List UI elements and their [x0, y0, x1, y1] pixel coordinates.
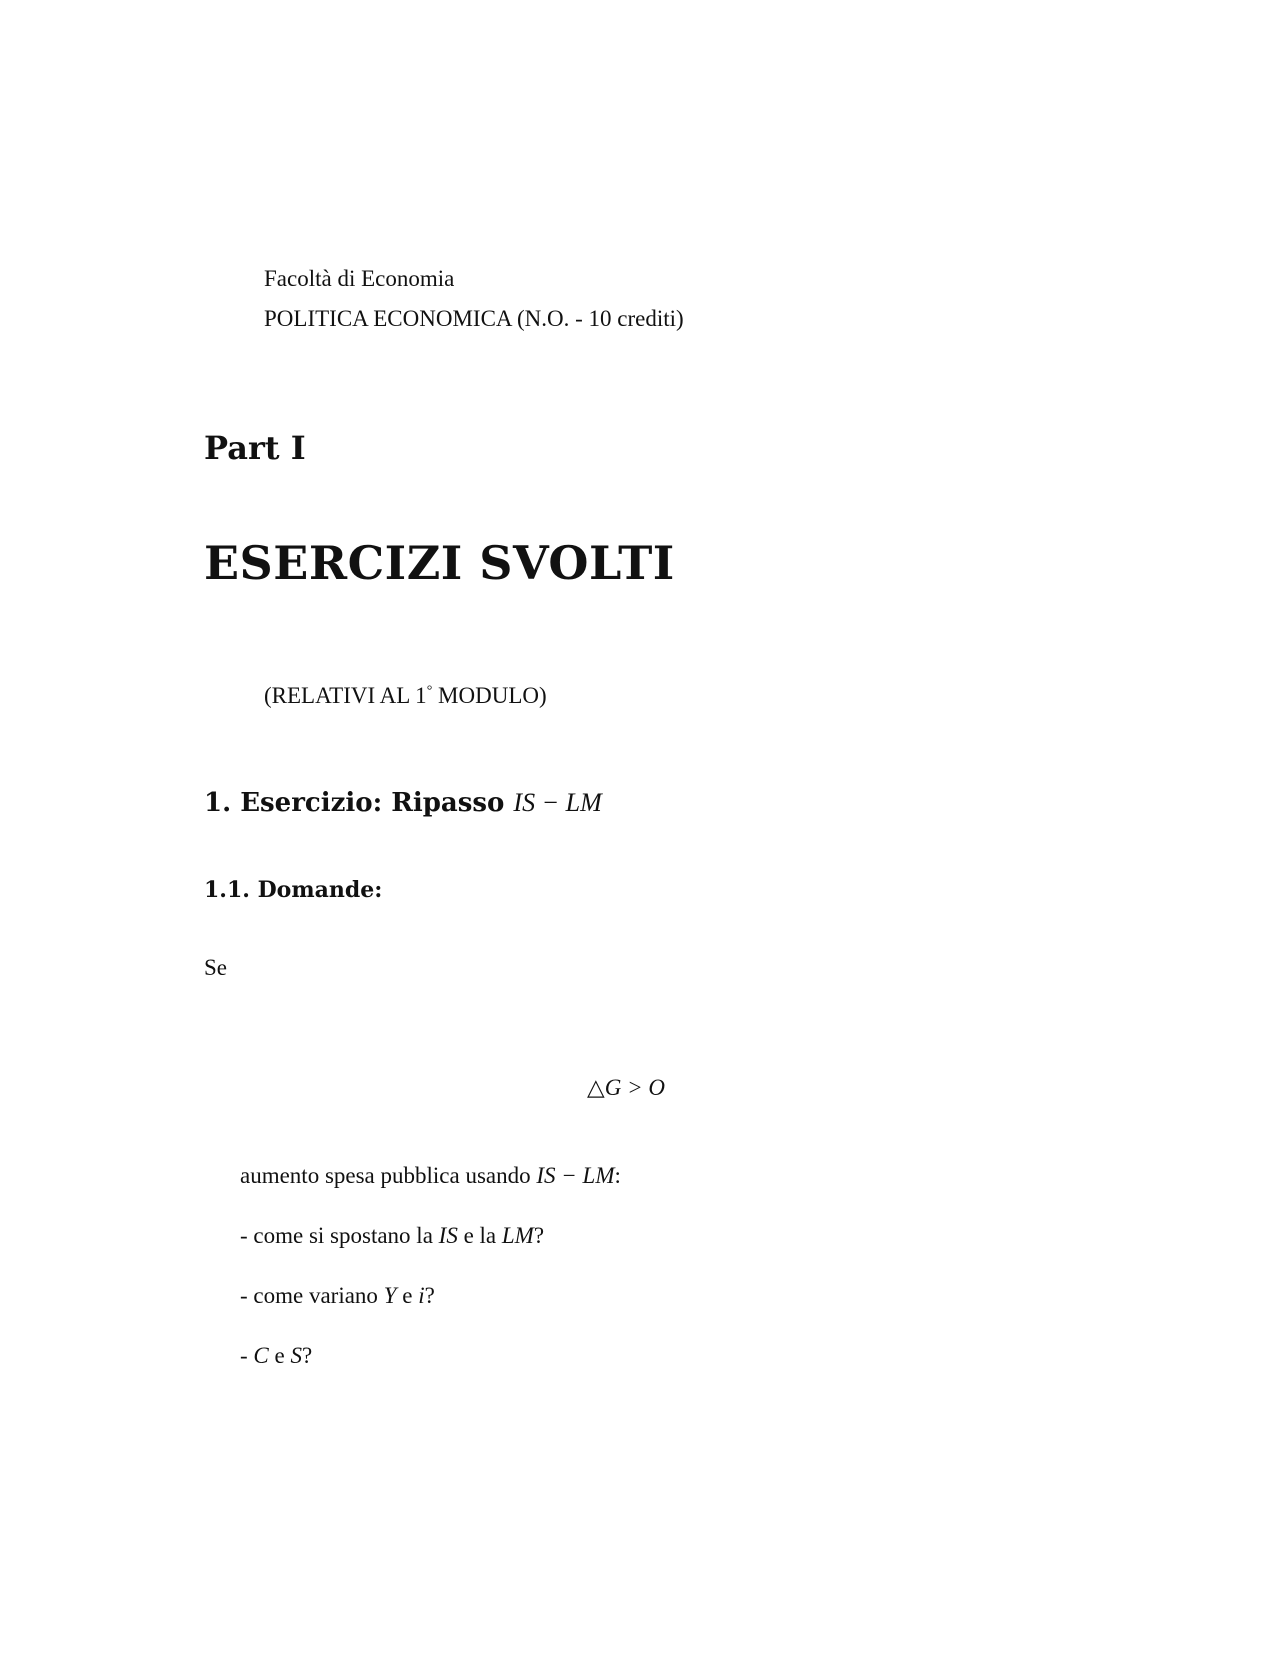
equation-expression: G > O: [604, 1075, 665, 1100]
course-line: POLITICA ECONOMICA (N.O. - 10 crediti): [264, 306, 684, 331]
section-heading: [204, 786, 602, 820]
main-title: ESERCIZI SVOLTI: [204, 536, 675, 590]
question-4-part-c: ?: [301, 1343, 313, 1368]
part-label: Part I: [204, 429, 306, 467]
question-4-math-1: C: [253, 1343, 269, 1368]
module-note: [264, 682, 547, 710]
degree-sign: °: [426, 683, 433, 699]
question-1-end: :: [614, 1163, 621, 1188]
question-1-text: aumento spesa pubblica usando: [240, 1163, 537, 1188]
question-2-part-b: e la: [457, 1223, 502, 1248]
question-2-math-1: IS: [438, 1223, 458, 1248]
question-2-part-a: - come si spostano la: [240, 1223, 439, 1248]
question-4-math-2: S: [290, 1343, 302, 1368]
section-heading-math: IS − LM: [513, 788, 602, 817]
module-note-suffix: MODULO): [432, 683, 547, 708]
question-2-math-2: LM: [501, 1223, 534, 1248]
question-4-part-a: -: [240, 1343, 254, 1368]
question-3-part-b: e: [396, 1283, 419, 1308]
question-line-4: [240, 1342, 312, 1370]
question-3-math-1: Y: [383, 1283, 397, 1308]
question-2-part-c: ?: [533, 1223, 545, 1248]
display-equation: [587, 1074, 665, 1102]
section-heading-text: 1. Esercizio: Ripasso: [204, 788, 514, 818]
question-line-3: [240, 1282, 435, 1310]
question-line-1: [240, 1162, 621, 1190]
question-3-part-a: - come variano: [240, 1283, 384, 1308]
module-note-prefix: (RELATIVI AL 1: [264, 683, 427, 708]
faculty-line: Facoltà di Economia: [264, 266, 455, 291]
subsection-heading: 1.1. Domande:: [204, 877, 383, 903]
delta-symbol: △: [587, 1075, 605, 1100]
question-3-part-c: ?: [424, 1283, 435, 1308]
question-line-2: [240, 1222, 544, 1250]
question-4-part-b: e: [268, 1343, 291, 1368]
intro-text: Se: [204, 955, 227, 980]
question-1-math: IS − LM: [536, 1163, 615, 1188]
question-3-math-2: i: [418, 1283, 425, 1308]
